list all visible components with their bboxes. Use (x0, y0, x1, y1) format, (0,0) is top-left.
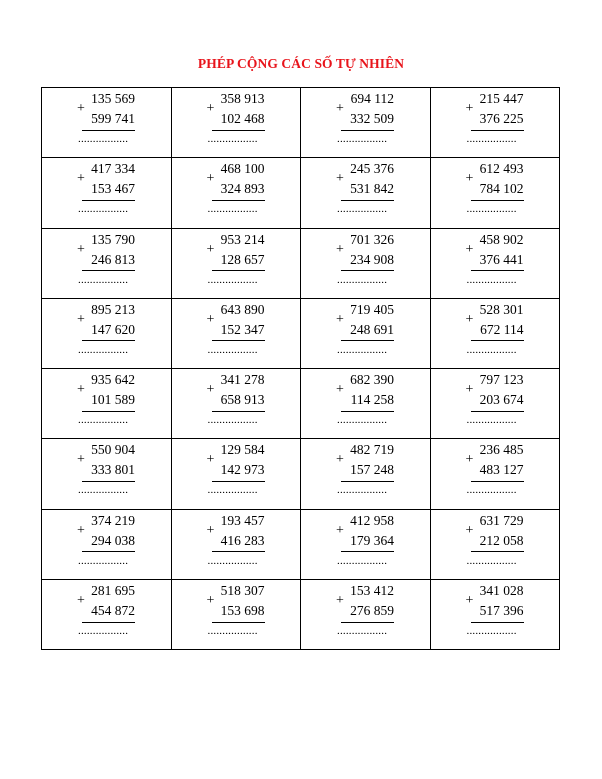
second-addend: 658 913 (220, 392, 265, 408)
answer-blank[interactable]: ................. (207, 203, 258, 216)
second-addend: 483 127 (479, 462, 524, 478)
first-addend: 341 278 (220, 372, 265, 388)
answer-blank[interactable]: ................. (78, 414, 129, 427)
problem-cell (42, 509, 172, 579)
sum-rule-line (471, 200, 524, 201)
problem-cell (171, 298, 301, 368)
addition-problem (466, 91, 528, 155)
addition-problem (77, 161, 139, 225)
sum-rule-line (471, 481, 524, 482)
plus-sign: + (206, 593, 215, 609)
addition-problem (466, 232, 528, 296)
plus-sign: + (206, 311, 215, 327)
problem-cell (430, 88, 560, 158)
addition-problem (77, 372, 139, 436)
worksheet-row (42, 88, 560, 158)
second-addend: 203 674 (479, 392, 524, 408)
second-addend: 248 691 (350, 321, 394, 337)
second-addend: 128 657 (220, 251, 265, 267)
sum-rule-line (341, 270, 394, 271)
problem-cell (171, 228, 301, 298)
addition-problem (207, 372, 269, 436)
addition-problem (466, 583, 528, 647)
first-addend: 245 376 (350, 161, 394, 177)
plus-sign: + (77, 101, 85, 116)
second-addend: 153 467 (91, 181, 135, 197)
answer-blank[interactable]: ................. (207, 273, 258, 286)
answer-blank[interactable]: ................. (78, 554, 129, 567)
answer-blank[interactable]: ................. (207, 625, 258, 638)
answer-blank[interactable]: ................. (207, 414, 258, 427)
problem-cell (301, 158, 431, 228)
answer-blank[interactable]: ................. (207, 343, 258, 356)
problem-cell (171, 369, 301, 439)
sum-rule-line (82, 340, 135, 341)
answer-blank[interactable]: ................. (78, 203, 129, 216)
second-addend: 599 741 (91, 111, 135, 126)
worksheet-row (42, 158, 560, 228)
sum-rule-line (212, 481, 265, 482)
worksheet-row (42, 369, 560, 439)
problem-cell (301, 228, 431, 298)
problem-cell (430, 439, 560, 509)
plus-sign: + (206, 522, 215, 538)
addition-problem (77, 91, 139, 155)
second-addend: 153 698 (220, 603, 265, 619)
first-addend: 281 695 (91, 583, 135, 599)
worksheet-row (42, 439, 560, 509)
sum-rule-line (341, 200, 394, 201)
addition-problem (466, 372, 528, 436)
plus-sign: + (206, 382, 215, 398)
sum-rule-line (212, 622, 265, 623)
answer-blank[interactable]: ................. (466, 343, 517, 356)
answer-blank[interactable]: ................. (337, 343, 388, 356)
first-addend: 153 412 (350, 583, 394, 599)
first-addend: 341 028 (479, 583, 524, 599)
problem-cell (42, 369, 172, 439)
answer-blank[interactable]: ................. (466, 133, 517, 145)
addition-problem (336, 372, 398, 436)
first-addend: 694 112 (350, 91, 394, 106)
addition-problem (207, 583, 269, 647)
first-addend: 417 334 (91, 161, 135, 177)
plus-sign: + (336, 593, 344, 609)
second-addend: 416 283 (220, 532, 265, 548)
addition-problem (207, 302, 269, 366)
answer-blank[interactable]: ................. (466, 484, 517, 497)
first-addend: 701 326 (350, 231, 394, 247)
second-addend: 101 589 (91, 392, 135, 408)
plus-sign: + (206, 241, 215, 257)
plus-sign: + (465, 241, 474, 257)
first-addend: 528 301 (479, 301, 524, 317)
sum-rule-line (212, 340, 265, 341)
addition-problem (77, 442, 139, 506)
second-addend: 276 859 (350, 603, 394, 619)
answer-blank[interactable]: ................. (78, 273, 129, 286)
addition-problem (207, 513, 269, 577)
sum-rule-line (212, 130, 265, 131)
first-addend: 682 390 (350, 372, 394, 388)
problem-cell (42, 158, 172, 228)
answer-blank[interactable]: ................. (337, 273, 388, 286)
answer-blank[interactable]: ................. (337, 554, 388, 567)
problem-cell (171, 439, 301, 509)
first-addend: 643 890 (220, 301, 265, 317)
sum-rule-line (341, 622, 394, 623)
problem-cell (171, 509, 301, 579)
first-addend: 612 493 (479, 161, 524, 177)
answer-blank[interactable]: ................. (78, 343, 129, 356)
plus-sign: + (336, 522, 344, 538)
plus-sign: + (336, 241, 344, 257)
second-addend: 376 225 (479, 111, 524, 126)
first-addend: 935 642 (91, 372, 135, 388)
second-addend: 179 364 (350, 532, 394, 548)
answer-blank[interactable]: ................. (78, 484, 129, 497)
sum-rule-line (341, 481, 394, 482)
problem-cell (301, 509, 431, 579)
problem-cell (430, 158, 560, 228)
answer-blank[interactable]: ................. (337, 203, 388, 216)
second-addend: 672 114 (480, 321, 524, 337)
answer-blank[interactable]: ................. (207, 484, 258, 497)
worksheet-row (42, 228, 560, 298)
plus-sign: + (336, 382, 344, 398)
second-addend: 234 908 (350, 251, 394, 267)
first-addend: 797 123 (479, 372, 524, 388)
problem-cell (42, 580, 172, 650)
plus-sign: + (465, 382, 474, 398)
second-addend: 147 620 (91, 321, 135, 337)
answer-blank[interactable]: ................. (337, 133, 388, 145)
sum-rule-line (82, 622, 135, 623)
addition-problem (336, 232, 398, 296)
plus-sign: + (465, 311, 474, 327)
plus-sign: + (336, 101, 344, 116)
plus-sign: + (465, 171, 474, 187)
addition-problem (336, 161, 398, 225)
addition-problem (77, 583, 139, 647)
first-addend: 358 913 (220, 91, 265, 106)
answer-blank[interactable]: ................. (466, 203, 517, 216)
addition-problem (336, 583, 398, 647)
first-addend: 374 219 (91, 512, 135, 528)
first-addend: 458 902 (479, 231, 524, 247)
first-addend: 719 405 (350, 301, 394, 317)
sum-rule-line (471, 130, 524, 131)
second-addend: 102 468 (220, 111, 265, 126)
addition-problem (466, 442, 528, 506)
problem-cell (301, 580, 431, 650)
answer-blank[interactable]: ................. (466, 554, 517, 567)
answer-blank[interactable]: ................. (466, 414, 517, 427)
addition-problem (207, 161, 269, 225)
second-addend: 294 038 (91, 532, 135, 548)
page-title: PHÉP CỘNG CÁC SỐ TỰ NHIÊN (197, 56, 405, 71)
worksheet-row (42, 580, 560, 650)
plus-sign: + (336, 311, 344, 327)
answer-blank[interactable]: ................. (207, 554, 258, 567)
addition-problem (77, 302, 139, 366)
sum-rule-line (212, 551, 265, 552)
sum-rule-line (471, 622, 524, 623)
problem-cell (42, 298, 172, 368)
first-addend: 550 904 (91, 442, 135, 458)
problem-cell (42, 439, 172, 509)
first-addend: 518 307 (220, 583, 265, 599)
plus-sign: + (465, 101, 474, 116)
problem-cell (301, 298, 431, 368)
plus-sign: + (77, 171, 85, 187)
answer-blank[interactable]: ................. (466, 625, 517, 638)
answer-blank[interactable]: ................. (337, 484, 388, 497)
problem-cell (430, 369, 560, 439)
second-addend: 332 509 (350, 111, 394, 126)
second-addend: 454 872 (91, 603, 135, 619)
problem-cell (42, 228, 172, 298)
plus-sign: + (77, 382, 85, 398)
problem-cell (430, 580, 560, 650)
sum-rule-line (82, 481, 135, 482)
sum-rule-line (341, 411, 394, 412)
addition-problem (336, 91, 398, 155)
plus-sign: + (77, 241, 85, 257)
addition-problem (466, 513, 528, 577)
first-addend: 193 457 (220, 512, 265, 528)
sum-rule-line (471, 411, 524, 412)
second-addend: 517 396 (479, 603, 524, 619)
plus-sign: + (77, 311, 85, 327)
second-addend: 157 248 (350, 462, 394, 478)
problem-cell (171, 88, 301, 158)
second-addend: 376 441 (479, 251, 524, 267)
second-addend: 114 258 (350, 392, 394, 408)
sum-rule-line (212, 411, 265, 412)
addition-problem (336, 442, 398, 506)
problem-cell (301, 369, 431, 439)
sum-rule-line (471, 340, 524, 341)
second-addend: 152 347 (220, 321, 265, 337)
first-addend: 135 569 (91, 91, 135, 106)
plus-sign: + (465, 522, 474, 538)
second-addend: 212 058 (479, 532, 524, 548)
sum-rule-line (212, 200, 265, 201)
problem-cell (430, 298, 560, 368)
problem-cell (42, 88, 172, 158)
plus-sign: + (206, 171, 215, 187)
sum-rule-line (82, 551, 135, 552)
sum-rule-line (341, 130, 394, 131)
plus-sign: + (206, 452, 215, 468)
addition-problem (77, 513, 139, 577)
first-addend: 215 447 (479, 91, 524, 106)
addition-problem (466, 302, 528, 366)
plus-sign: + (336, 171, 344, 187)
plus-sign: + (336, 452, 344, 468)
sum-rule-line (82, 411, 135, 412)
problem-cell (301, 88, 431, 158)
addition-problem (207, 442, 269, 506)
problem-cell (171, 580, 301, 650)
addition-problem (77, 232, 139, 296)
sum-rule-line (471, 270, 524, 271)
sum-rule-line (471, 551, 524, 552)
answer-blank[interactable]: ................. (78, 133, 129, 145)
plus-sign: + (206, 101, 215, 116)
first-addend: 468 100 (220, 161, 265, 177)
addition-problem (336, 513, 398, 577)
problem-cell (430, 509, 560, 579)
second-addend: 246 813 (91, 251, 135, 267)
worksheet-row (42, 509, 560, 579)
answer-blank[interactable]: ................. (466, 273, 517, 286)
plus-sign: + (465, 593, 474, 609)
addition-problem (207, 232, 269, 296)
answer-blank[interactable]: ................. (207, 133, 258, 145)
second-addend: 333 801 (91, 462, 135, 478)
first-addend: 631 729 (479, 512, 524, 528)
first-addend: 135 790 (91, 231, 135, 247)
second-addend: 784 102 (479, 181, 524, 197)
plus-sign: + (77, 593, 85, 609)
sum-rule-line (82, 130, 135, 131)
plus-sign: + (77, 452, 85, 468)
addition-problem (207, 91, 269, 155)
worksheet-grid (41, 87, 560, 650)
first-addend: 482 719 (350, 442, 394, 458)
answer-blank[interactable]: ................. (337, 414, 388, 427)
sum-rule-line (341, 340, 394, 341)
addition-problem (336, 302, 398, 366)
plus-sign: + (465, 452, 474, 468)
problem-cell (430, 228, 560, 298)
sum-rule-line (82, 200, 135, 201)
addition-problem (466, 161, 528, 225)
sum-rule-line (341, 551, 394, 552)
first-addend: 129 584 (220, 442, 265, 458)
worksheet-row (42, 298, 560, 368)
answer-blank[interactable]: ................. (78, 625, 129, 638)
problem-cell (301, 439, 431, 509)
first-addend: 953 214 (220, 231, 265, 247)
first-addend: 412 958 (350, 512, 394, 528)
second-addend: 142 973 (220, 462, 265, 478)
first-addend: 236 485 (479, 442, 524, 458)
sum-rule-line (82, 270, 135, 271)
sum-rule-line (212, 270, 265, 271)
second-addend: 531 842 (350, 181, 394, 197)
problem-cell (171, 158, 301, 228)
first-addend: 895 213 (91, 301, 135, 317)
plus-sign: + (77, 522, 85, 538)
answer-blank[interactable]: ................. (337, 625, 388, 638)
second-addend: 324 893 (220, 181, 265, 197)
